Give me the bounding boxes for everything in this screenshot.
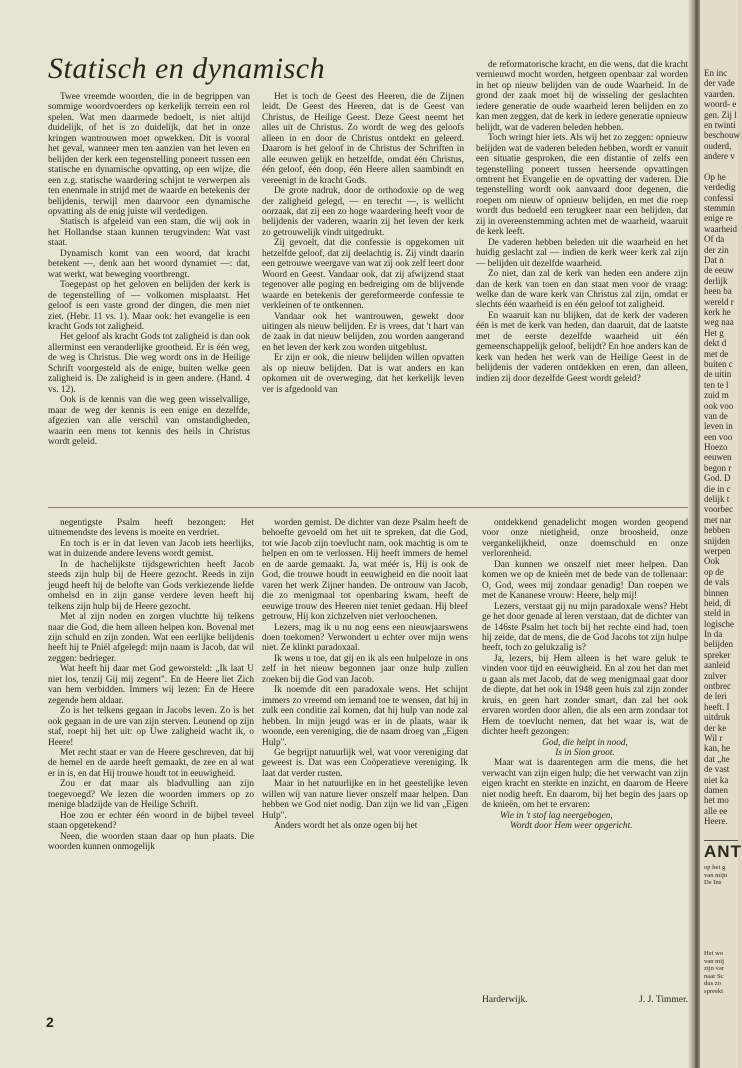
- right-page-line: met nar: [704, 514, 732, 525]
- right-page-line: kerk he: [704, 306, 731, 317]
- right-page-line: enige re: [704, 213, 733, 224]
- right-page-line: Dat n: [704, 255, 724, 266]
- right-page-small-line: van mijn: [704, 871, 728, 879]
- right-page-line: der vade: [704, 78, 735, 89]
- right-page-small-line: spreekt: [704, 987, 724, 995]
- right-page-line: der zin: [704, 244, 729, 255]
- right-page-line: binnen: [704, 587, 729, 598]
- right-page-line: verdedig: [704, 182, 736, 193]
- right-page-small-line: zijn var: [704, 965, 724, 973]
- right-page-line: ontbrec: [704, 681, 731, 692]
- paragraph: Toch wringt hier iets. Als wij het zo zeggen: opnieuw belijden wat de vaderen beleden hebben, wordt er vanuit een situatie gesproken, die een distantie of zelfs een tegenstelling poneert tussen heersende opvattingen omtrent het Evangelie en de opvatting der vaderen. Die tegenstelling wordt ook aanvaard door degenen, die roepen om nieuw of opnieuw belijden, en met die roep wordt dus bedoeld een terugkeer naar een belijden, dat zij in overeenstemming achten met de waarheid, waaruit de kerk leeft.: [476, 133, 688, 238]
- right-page-line: de leri: [704, 691, 727, 702]
- right-page-line: Heere.: [704, 816, 728, 827]
- paragraph: Het is toch de Geest des Heeren, die de Zijnen leidt. De Geest des Heeren, dat is de Geest van Christus, de Heilige Geest. Deze Geest neemt het alles uit de Christus. Zo wordt de weg des geloofs alleen in en door de Christus ontdekt en geleerd. Daarom is het geloof in de Christus der Schriften in alle eeuwen gelijk en hetzelfde, omdat één Christus, één geloof, één doop, één Heere allen saambindt en vereenigt in de kracht Gods.: [262, 92, 464, 186]
- right-page-line: alle ee: [704, 805, 728, 816]
- paragraph: En toch is er in dat leven van Jacob iets heerlijks, wat in duizende andere levens wordt gemist.: [48, 538, 254, 560]
- paragraph: Met al zijn noden en zorgen vluchtte hij telkens naar die God, die hem alleen helpen kon. Bovenal met zijn schuld en zijn zonden. Wat een eerlijke belijdenis heeft hij te Pniël afgelegd: mijn naam is Jacob, dat wil zeggen: bedrieger.: [48, 612, 254, 664]
- right-page-line: en twinti: [704, 119, 736, 130]
- right-page-small-text-2: [704, 950, 738, 996]
- right-page-line: Hoezo: [704, 442, 728, 453]
- right-page-line: die in c: [704, 483, 731, 494]
- right-page-line: snijden: [704, 535, 730, 546]
- paragraph: De vaderen hebben beleden uit die waarheid en het huidig geslacht zal — indien de kerk weer kerk zal zijn — belijden uit dezelfde waarheid.: [476, 237, 688, 269]
- paragraph: Ik noemde dit een paradoxale wens. Het schijnt immers zo vreemd om iemand toe te wensen, dat hij in zulk een conditie zal komen, dat hij hulp van node zal hebben. In mijn jeugd was er in de plaats, waar ik woonde, een vereniging, die de naam droeg van „Eigen Hulp".: [262, 685, 469, 748]
- paragraph: Zo niet, dan zal de kerk van heden een andere zijn dan de kerk van toen en dan staat men voor de vraag: welke dan de ware kerk van Christus zal zijn, omdat er slechts één waarheid is en één geloof tot zaligheid.: [476, 269, 688, 311]
- section-divider: [48, 507, 688, 508]
- right-page-line: heid, di: [704, 597, 731, 608]
- paragraph: Wat heeft hij daar met God geworsteld: „Ik laat U niet los, tenzij Gij mij zegent". En de Heere liet Zich van hem verbidden. Immers wij lezen: En de Heere zegende hem aldaar.: [48, 664, 254, 706]
- right-page-line: heen ba: [704, 286, 732, 297]
- right-page-line: woord- e: [704, 99, 737, 110]
- article-column-3: [476, 60, 688, 490]
- article-title: Statisch en dynamisch: [48, 52, 326, 85]
- signature-place: Harderwijk.: [482, 995, 528, 1005]
- right-page-line: weg naa: [704, 317, 734, 328]
- right-page-line: spreker: [704, 649, 731, 660]
- right-page-line: de vast: [704, 764, 730, 775]
- paragraph: Lezers, mag ik u nu nog eens een nieuwjaarswens doen toekomen? Verwondert u echter over mijn wens niet. Ze klinkt paradoxaal.: [262, 622, 468, 654]
- right-page-line: met de: [704, 348, 729, 359]
- right-page-line: God. D: [704, 473, 731, 484]
- paragraph: De grote nadruk, door de orthodoxie op de weg der zaligheid gelegd, — en terecht —, is wellicht oorzaak, dat zij een zo hoge waardering heeft voor de belijdenis der vaderen, waarin zij het leven der kerk zo getrouwelijk vindt uitgedrukt.: [262, 186, 464, 238]
- right-page-line: vaarden.: [704, 88, 735, 99]
- paragraph: Maar in het natuurlijke en in het geestelijke leven willen wij van nature liever onszelf maar helpen. Dan hebben we God niet nodig. Dan zijn we lid van „Eigen Hulp".: [262, 779, 468, 821]
- signature-author: J. J. Timmer.: [639, 995, 688, 1005]
- paragraph: Toegepast op het geloven en belijden der kerk is de tegenstelling of — volkomen misplaatst. Het geloof is een vaste grond der dingen, die men niet ziet. (Hebr. 11 vs. 1). Maar ook: het evangelie is een kracht Gods tot zaligheid.: [48, 280, 250, 332]
- meditation-column-3: [482, 518, 688, 988]
- right-page-line: Ook: [704, 556, 720, 567]
- paragraph: ontdekkend genadelicht mogen worden geopend voor onze nietigheid, onze broosheid, onze vergankelijkheid, onze doemschuld en onze verlorenheid.: [482, 518, 688, 560]
- right-page-line: van de: [704, 410, 728, 421]
- right-page-line: gen. Zij l: [704, 109, 737, 120]
- right-page-small-text-1: [704, 864, 738, 887]
- right-page-small-line: op het g: [704, 864, 726, 871]
- right-page-line: leven in: [704, 421, 733, 432]
- right-page-line: voorbec: [704, 504, 733, 515]
- paragraph: In de hachelijkste tijdsgewrichten heeft Jacob steeds zijn hulp bij de Heere gezocht. Reeds in zijn jeugd heeft hij de belofte van Gods verkiezende liefde omhelsd en in zijn ganse verdere leven heeft hij telkens zijn hulp bij de Heere gezocht.: [48, 559, 254, 612]
- right-page-line: buiten c: [704, 358, 733, 369]
- right-page-line: stemmin: [704, 203, 735, 214]
- paragraph: Vandaar ook het wantrouwen, gewekt door uitingen als nieuw belijden. Er is vrees, dat 't hart van de zaak in dat nieuw belijden, zou worden aangerand en het leven der kerk zou worden uitgeblust.: [262, 311, 464, 353]
- right-page-line: niet ka: [704, 774, 729, 785]
- right-page-line: de uitin: [704, 369, 732, 380]
- paragraph: Zou er dat maar als bladvulling aan zijn toegevoegd? We lezen die woorden immers op zo menige bladzijde van de Heilige Schrift.: [48, 779, 254, 811]
- paragraph: Het geloof als kracht Gods tot zaligheid is dan ook allerminst een veranderlijke grootheid. Er is één weg, de weg is Christus. Die weg wordt ons in de Heilige Schrift voorgesteld als de enige, buiten welke geen zaligheid is. De zaligheid is in geen andere. (Hand. 4 vs. 12).: [48, 332, 250, 395]
- poem-quote-2: Wie in 't stof lag neergebogen, Wordt door Hem weer opgericht.: [500, 810, 633, 832]
- paragraph: Twee vreemde woorden, die in de begrippen van sommige woordvoerders op kerkelijk terrein een rol spelen. Wat men daarmede bedoelt, is niet altijd duidelijk, of het is zo duidelijk, dat het in onze kringen wantrouwen moet opwekken. Dit is vooral het geval, wanneer men ten aanzien van het leven en belijden der kerk een tegenstelling poneert tussen een statische en dynamische opvatting, op een wijze, die een z.g. statische waardering schijnt te verwerpen als ten enenmale in strijd met de waarde en betekenis der belijdenis, terwijl men daarvoor een dynamische opvatting als de enig juiste wil verdedigen.: [48, 92, 250, 217]
- right-page: [700, 0, 742, 1068]
- right-page-line: zulver: [704, 670, 727, 681]
- right-page-line: belijden: [704, 639, 733, 650]
- right-page-heading: ANT: [704, 842, 742, 861]
- right-page-line: Op he: [704, 171, 726, 182]
- page-number: 2: [46, 1014, 54, 1030]
- right-page-line: damen: [704, 784, 728, 795]
- right-page-line: de vals: [704, 577, 730, 588]
- paragraph: Statisch is afgeleid van een stam, die wij ook in het Hollandse staan kunnen terugvinden: Wat vast staat.: [48, 217, 250, 249]
- paragraph: de reformatorische kracht, en die wens, dat die kracht vernieuwd mocht worden, hetgeen openbaar zal worden in het op nieuw belijden van de oude Waarheid. In de grond der zaak moet bij de wisseling der geslachten iedere generatie de oude waarheid leren belijden en zo kan men zeggen, dat de kerk in iedere generatie opnieuw belijdt, wat de vaderen beleden hebben.: [476, 60, 688, 133]
- right-page-line: heeft. I: [704, 701, 730, 712]
- right-page-text: [704, 68, 738, 827]
- paragraph: Ook is de kennis van die weg geen wisselvallige, maar de weg der kennis is een enige en dezelfde, afgezien van alle verschil van omstandigheden, waarin een mens tot kennis des heils in Christus wordt geleid.: [48, 395, 250, 447]
- right-page-line: begon r: [704, 462, 732, 473]
- paragraph: Dynamisch komt van een woord, dat kracht betekent —, denk aan het woord dynamiet —: dat, wat werkt, wat beweging voortbrengt.: [48, 248, 250, 280]
- signature: [482, 995, 688, 1005]
- paragraph: Neen, die woorden staan daar op hun plaats. Die woorden kunnen onmogelijk: [48, 831, 254, 853]
- right-page-line: waarheid: [704, 223, 737, 234]
- article-column-1: [48, 92, 250, 490]
- paragraph: Maar wat is daarentegen arm die mens, die het verwacht van zijn eigen hulp; die het verwacht van zijn eigen kracht en sterkte en inzicht, en daarom de Heere niet nodig heeft. En daarom, bij het begin des jaars op de knieën, om het te ervaren:: [482, 758, 688, 811]
- right-page-line: ook voo: [704, 400, 734, 411]
- paragraph: Zo is het telkens gegaan in Jacobs leven. Zo is het ook gegaan in de ure van zijn sterven. Leunend op zijn staf, roept hij het uit: op Uwe zaligheid wacht ik, o Heere!: [48, 706, 254, 748]
- right-page-line: beschouw: [704, 130, 740, 141]
- right-page-line: derlijk: [704, 275, 728, 286]
- right-page-line: dekt d: [704, 338, 727, 349]
- right-page-line: In da: [704, 629, 723, 640]
- right-page-small-line: naar Sc: [704, 972, 724, 980]
- right-page-line: Wil r: [704, 733, 723, 743]
- right-page-small-line: Het wo: [704, 950, 724, 957]
- right-page-line: een voo: [704, 431, 733, 442]
- right-page-line: kan, he: [704, 743, 730, 754]
- paragraph: Dan kunnen we onszelf niet meer helpen. Dan komen we op de knieën met de bede van de tollenaar: O, God, wees mij zondaar genadig! Dan roepen we met de Kananese vrouw: Heere, help mij!: [482, 559, 688, 602]
- paragraph: Ja, lezers, bij Hem alleen is het ware geluk te vinden voor tijd en eeuwigheid. En al zou het dan met u gaan als met Jacob, dat de weg menigmaal gaat door de diepte, dat het ook in 1948 geen huis zal zijn zonder kruis, en geen hart zonder smart, dan zal het ook ervaren worden door allen, die als een arm zondaar tot Hem de toevlucht nemen, dat het waar is, wat de dichter heeft gezongen:: [482, 653, 688, 738]
- right-page-line: op de: [704, 566, 724, 577]
- right-page-line: delijk t: [704, 494, 730, 505]
- meditation-column-1: [48, 518, 254, 1018]
- right-page-line: Of da: [704, 234, 725, 245]
- right-page-line: logische: [704, 618, 734, 629]
- right-page-line: zuid m: [704, 390, 729, 401]
- right-page-line: ouderd,: [704, 140, 732, 151]
- poem-quote-1: God, die helpt in nood, Is in Sion groot.: [542, 737, 628, 758]
- paragraph: Lezers, verstaat gij nu mijn paradoxale wens? Hebt ge het door genade al leren verstaan, dat de dichter van de 146ste Psalm het toch bij het rechte eind had, toen hij zeide, dat de mens, die de God Jacobs tot zijn hulpe heeft, toch zo gelukzalig is?: [482, 601, 688, 654]
- right-page-line: wereld r: [704, 296, 734, 307]
- right-page-line: confessi: [704, 192, 734, 203]
- paragraph: Anders wordt het als onze ogen bij het: [274, 821, 418, 832]
- right-page-line: [704, 162, 738, 172]
- right-page-line: uitdruk: [704, 712, 730, 723]
- article-column-2: [262, 92, 464, 490]
- right-page-line: der ke: [704, 722, 727, 733]
- paragraph: Hoe zou er echter één woord in de bijbel teveel staan opgetekend?: [48, 810, 254, 832]
- right-page-line: het mo: [704, 795, 729, 806]
- meditation-column-2: [262, 518, 468, 1018]
- right-page-line: En inc: [704, 68, 728, 78]
- right-page-line: werpen: [704, 545, 731, 556]
- right-page-line: eeuwen: [704, 452, 732, 463]
- paragraph: Met recht staat er van de Heere geschreven, dat hij de hemel en de aarde heeft gemaakt, de zee en al wat er in is, en dat Hij trouwe houdt tot in eeuwigheid.: [48, 747, 254, 779]
- paragraph: Zij gevoelt, dat die confessie is opgekomen uit hetzelfde geloof, dat zij deelachtig is. Zij vindt daarin een getrouwe weergave van wat zij ook zelf leert door Woord en Geest. Vandaar ook, dat zij afwijzend staat tegenover alle poging en bedreiging om de blijvende waarde en betekenis der gereformeerde confessie te verkleinen of te ontkennen.: [262, 238, 464, 312]
- paragraph: Ge begrijpt natuurlijk wel, wat voor vereniging dat geweest is. Dat was een Coöperatieve vereniging. Ik laat dat verder rusten.: [262, 747, 468, 779]
- right-page-line: steld in: [704, 608, 731, 619]
- right-page-line: de eeuw: [704, 265, 734, 276]
- right-page-small-line: dus zo: [704, 980, 722, 988]
- right-page-line: aanleid: [704, 660, 730, 671]
- right-page-line: Het g: [704, 327, 724, 338]
- right-page-divider: [704, 840, 738, 841]
- right-page-small-line: De Ins: [704, 879, 722, 887]
- paragraph: negentigste Psalm heeft bezongen: Het uitnemendste des levens is moeite en verdriet.: [48, 518, 254, 539]
- right-page-line: hebben: [704, 525, 730, 536]
- right-page-line: dat „he: [704, 753, 730, 764]
- paragraph: Er zijn er ook, die nieuw belijden willen opvatten als op nieuw belijden. Dat is wat anders en kan opkomen uit de overweging, dat het kerkelijk leven ver is afgedoold van: [262, 353, 464, 395]
- paragraph: Ik wens u toe, dat gij en ik als een hulpeloze in ons zelf in het nieuw begonnen jaar onze hulp zullen zoeken bij die God van Jacob.: [262, 653, 468, 685]
- right-page-line: andere v: [704, 151, 735, 162]
- paragraph: worden gemist. De dichter van deze Psalm heeft de behoefte gevoeld om het uit te spreken, dat die God, tot wie Jacob zijn toevlucht nam, ook machtig is om te helpen en om te verlossen. Hij heeft immers de hemel en de aarde gemaakt. Ja, wat méér is, Hij is ook de God, die trouwe houdt in eeuwigheid en die nooit laat varen het werk Zijner handen. De ontrouw van Jacob, die zo menigmaal tot openbaring kwam, heeft de eeuwige trouw des Heeren niet teniet gedaan. Hij bleef getrouw, Hij kon zichzelven niet verloochenen.: [262, 518, 468, 623]
- paragraph: En waaruit kan nu blijken, dat de kerk der vaderen één is met de kerk van heden, dan daaruit, dat de laatste met de eerste dezelfde waarheid uit één gemeenschappelijk geloof, belijdt? En hoe anders kan de kerk van heden het werk van de Heilige Geest in de belijdenis der vaderen ontdekken en eren, dan alleen, indien zij door dezelfde Geest wordt geleid?: [476, 310, 688, 384]
- right-page-line: ten te l: [704, 379, 729, 390]
- right-page-small-line: van mij: [704, 957, 724, 965]
